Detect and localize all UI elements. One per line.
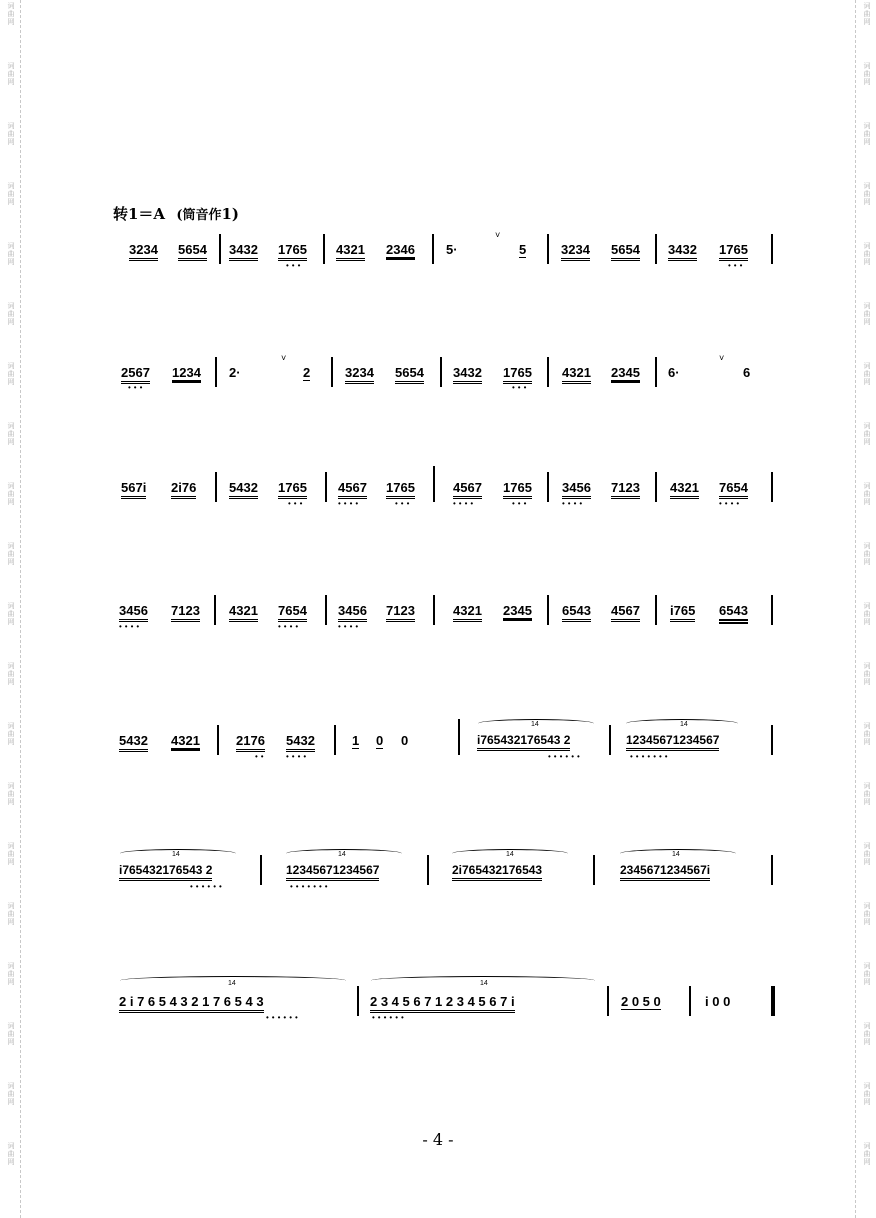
watermark-glyph: 曲: [863, 190, 871, 198]
watermark-glyph: 词: [7, 242, 15, 250]
barline: [655, 472, 657, 502]
watermark-glyph: 词: [863, 662, 871, 670]
watermark-glyph: 网: [7, 498, 15, 506]
watermark-glyph: 曲: [7, 730, 15, 738]
watermark-glyph: 网: [863, 138, 871, 146]
watermark-glyph: 词: [863, 962, 871, 970]
barline: [547, 595, 549, 625]
note-group: 1765: [503, 480, 532, 499]
watermark-block: [858, 422, 876, 446]
watermark-glyph: 词: [863, 1082, 871, 1090]
watermark-glyph: 网: [863, 678, 871, 686]
watermark-glyph: 网: [7, 1038, 15, 1046]
watermark-block: [858, 962, 876, 986]
watermark-glyph: 词: [863, 242, 871, 250]
watermark-glyph: 词: [863, 482, 871, 490]
watermark-glyph: 词: [7, 422, 15, 430]
watermark-glyph: 曲: [7, 310, 15, 318]
octave-dots: ••••: [562, 499, 586, 508]
watermark-block: [858, 1082, 876, 1106]
watermark-glyph: 词: [863, 362, 871, 370]
staff-row-2: [0, 353, 876, 425]
slur-label: 14: [338, 851, 346, 858]
octave-dots: •••••••: [290, 882, 331, 891]
note-group: 4321: [562, 365, 591, 384]
watermark-glyph: 曲: [863, 610, 871, 618]
watermark-glyph: 曲: [7, 490, 15, 498]
barline: [607, 986, 609, 1016]
watermark-block: [858, 182, 876, 206]
watermark-glyph: 词: [863, 1142, 871, 1150]
note-group: 6·: [668, 365, 680, 380]
barline: [771, 855, 773, 885]
watermark-glyph: 网: [863, 1158, 871, 1166]
watermark-glyph: 网: [863, 198, 871, 206]
note-group: 5432: [119, 733, 148, 752]
note-group: 1765: [503, 365, 532, 384]
note-group: i 0 0: [705, 994, 731, 1009]
barline: [689, 986, 691, 1016]
watermark-glyph: 词: [863, 842, 871, 850]
watermark-glyph: 网: [7, 438, 15, 446]
barline: [215, 472, 217, 502]
watermark-glyph: 曲: [863, 490, 871, 498]
watermark-glyph: 曲: [863, 790, 871, 798]
watermark-glyph: 曲: [7, 1090, 15, 1098]
watermark-block: [858, 662, 876, 686]
watermark-glyph: 词: [7, 782, 15, 790]
watermark-glyph: 曲: [7, 130, 15, 138]
key-note-end: 1): [221, 205, 240, 223]
note-group: 4567: [611, 603, 640, 622]
watermark-block: [2, 422, 20, 446]
staff-row-7: [0, 980, 876, 1054]
slur-label: 14: [531, 721, 539, 728]
octave-dots: ••••: [453, 499, 477, 508]
note-group: 7123: [171, 603, 200, 622]
key-signature: [113, 203, 239, 224]
watermark-glyph: 曲: [863, 250, 871, 258]
watermark-block: [858, 122, 876, 146]
barline: [432, 234, 434, 264]
barline: [217, 725, 219, 755]
barline: [433, 466, 435, 502]
watermark-glyph: 曲: [863, 430, 871, 438]
watermark-glyph: 词: [7, 62, 15, 70]
watermark-block: [2, 542, 20, 566]
watermark-glyph: 词: [863, 422, 871, 430]
watermark-glyph: 网: [863, 1038, 871, 1046]
note-group: 7654: [719, 480, 748, 499]
watermark-glyph: 词: [7, 122, 15, 130]
watermark-glyph: 网: [863, 438, 871, 446]
watermark-glyph: 网: [7, 1158, 15, 1166]
watermark-glyph: 网: [7, 258, 15, 266]
note-group: 5·: [446, 242, 458, 257]
watermark-glyph: 网: [7, 138, 15, 146]
octave-dots: •••: [128, 383, 146, 392]
note-group: 2 i 7 6 5 4 3 2 1 7 6 5 4 3: [119, 994, 264, 1013]
watermark-glyph: 曲: [7, 550, 15, 558]
note-group: 12345671234567: [626, 733, 719, 751]
slur-label: 14: [228, 980, 236, 987]
watermark-glyph: 词: [7, 602, 15, 610]
watermark-glyph: 词: [863, 2, 871, 10]
note-group: 7123: [386, 603, 415, 622]
octave-dots: ••••••: [266, 1013, 301, 1022]
barline: [440, 357, 442, 387]
octave-dots: •••: [728, 261, 746, 270]
note-group: 3234: [561, 242, 590, 261]
note-group: i765432176543 2: [477, 733, 570, 751]
note-group: 2345: [611, 365, 640, 383]
note-group: 3432: [453, 365, 482, 384]
watermark-block: [2, 122, 20, 146]
watermark-glyph: 网: [7, 1098, 15, 1106]
watermark-glyph: 词: [7, 362, 15, 370]
breath-mark: ˅: [281, 353, 287, 363]
note-group: 5: [519, 242, 527, 257]
note-group: 5654: [178, 242, 207, 261]
watermark-glyph: 词: [863, 602, 871, 610]
slur-label: 14: [672, 851, 680, 858]
watermark-glyph: 曲: [7, 670, 15, 678]
watermark-glyph: 曲: [863, 850, 871, 858]
watermark-glyph: 网: [863, 858, 871, 866]
watermark-glyph: 词: [863, 542, 871, 550]
watermark-glyph: 词: [863, 722, 871, 730]
octave-dots: •••: [512, 383, 530, 392]
watermark-glyph: 网: [863, 558, 871, 566]
note-group: 6543: [719, 603, 748, 624]
watermark-glyph: 词: [7, 482, 15, 490]
note-group: 4567: [338, 480, 367, 499]
watermark-glyph: 曲: [863, 310, 871, 318]
watermark-glyph: 曲: [863, 550, 871, 558]
note-group: 4321: [229, 603, 258, 622]
octave-dots: •••: [286, 261, 304, 270]
note-group: 2345: [503, 603, 532, 621]
barline: [427, 855, 429, 885]
watermark-block: [2, 302, 20, 326]
slur-label: 14: [506, 851, 514, 858]
octave-dots: ••••••: [190, 882, 225, 891]
barline: [214, 595, 216, 625]
watermark-glyph: 网: [7, 678, 15, 686]
slur-label: 14: [680, 721, 688, 728]
watermark-glyph: 曲: [863, 10, 871, 18]
barline: [215, 357, 217, 387]
note-group: 3234: [345, 365, 374, 384]
note-group: 1765: [278, 242, 307, 261]
watermark-glyph: 曲: [7, 190, 15, 198]
octave-dots: ••••: [338, 622, 362, 631]
note-group: i765: [670, 603, 695, 622]
watermark-glyph: 词: [7, 1142, 15, 1150]
watermark-glyph: 词: [7, 1022, 15, 1030]
note-group: 2·: [229, 365, 241, 380]
octave-dots: •••: [395, 499, 413, 508]
note-group: 7654: [278, 603, 307, 622]
watermark-glyph: 网: [863, 918, 871, 926]
watermark-glyph: 曲: [863, 910, 871, 918]
note-group: 12345671234567: [286, 863, 379, 881]
barline: [323, 234, 325, 264]
barline: [458, 719, 460, 755]
barline: [593, 855, 595, 885]
breath-mark: ˅: [495, 230, 501, 240]
watermark-block: [2, 662, 20, 686]
note-group: 1765: [719, 242, 748, 261]
note-group: 2346: [386, 242, 415, 260]
watermark-glyph: 网: [7, 858, 15, 866]
watermark-glyph: 网: [863, 798, 871, 806]
watermark-glyph: 曲: [863, 130, 871, 138]
watermark-block: [2, 182, 20, 206]
watermark-glyph: 网: [7, 318, 15, 326]
note-group: 5432: [286, 733, 315, 752]
note-group: 0: [376, 733, 384, 748]
watermark-glyph: 曲: [7, 850, 15, 858]
barline: [357, 986, 359, 1016]
watermark-glyph: 曲: [7, 70, 15, 78]
watermark-glyph: 网: [863, 978, 871, 986]
barline: [325, 595, 327, 625]
barline: [331, 357, 333, 387]
note-group: 4321: [171, 733, 200, 751]
note-group: 4567: [453, 480, 482, 499]
barline: [655, 357, 657, 387]
barline: [547, 472, 549, 502]
barline: [547, 357, 549, 387]
note-group: 3456: [119, 603, 148, 622]
watermark-glyph: 曲: [863, 970, 871, 978]
note-group: 0: [401, 733, 409, 748]
watermark-glyph: 曲: [863, 670, 871, 678]
octave-dots: ••••: [278, 622, 302, 631]
note-group: 2345671234567i: [620, 863, 710, 881]
watermark-glyph: 曲: [7, 250, 15, 258]
note-group: 6543: [562, 603, 591, 622]
staff-row-6: [0, 851, 876, 923]
watermark-glyph: 曲: [7, 910, 15, 918]
watermark-glyph: 网: [863, 78, 871, 86]
note-group: 2176: [236, 733, 265, 752]
staff-row-5: [0, 721, 876, 793]
note-group: 3456: [338, 603, 367, 622]
watermark-glyph: 曲: [863, 730, 871, 738]
watermark-glyph: 曲: [7, 1150, 15, 1158]
note-group: 3456: [562, 480, 591, 499]
octave-dots: ••••: [338, 499, 362, 508]
watermark-glyph: 词: [7, 182, 15, 190]
watermark-glyph: 网: [7, 798, 15, 806]
watermark-glyph: 词: [7, 1082, 15, 1090]
note-group: 1765: [386, 480, 415, 499]
watermark-block: [2, 962, 20, 986]
watermark-glyph: 曲: [7, 610, 15, 618]
watermark-glyph: 曲: [7, 1030, 15, 1038]
staff-row-3: [0, 480, 876, 540]
watermark-glyph: 词: [7, 962, 15, 970]
watermark-glyph: 网: [7, 918, 15, 926]
watermark-glyph: 词: [7, 542, 15, 550]
watermark-glyph: 曲: [7, 790, 15, 798]
watermark-glyph: 网: [863, 258, 871, 266]
watermark-glyph: 网: [7, 378, 15, 386]
note-group: 567i: [121, 480, 146, 499]
watermark-block: [858, 302, 876, 326]
note-group: 3234: [129, 242, 158, 261]
page-number: - 4 -: [422, 1130, 454, 1149]
note-group: 1234: [172, 365, 201, 383]
watermark-glyph: 曲: [863, 1030, 871, 1038]
octave-dots: ••••: [286, 752, 310, 761]
note-group: 1: [352, 733, 360, 748]
watermark-glyph: 词: [7, 722, 15, 730]
barline: [334, 725, 336, 755]
watermark-glyph: 曲: [863, 1150, 871, 1158]
watermark-glyph: 词: [7, 2, 15, 10]
watermark-glyph: 网: [863, 378, 871, 386]
note-group: 4321: [336, 242, 365, 261]
watermark-block: [2, 2, 20, 26]
note-group: 2: [303, 365, 311, 380]
barline: [771, 725, 773, 755]
note-group: 7123: [611, 480, 640, 499]
octave-dots: ••••••: [372, 1013, 407, 1022]
barline: [771, 472, 773, 502]
watermark-glyph: 词: [863, 302, 871, 310]
watermark-glyph: 词: [863, 1022, 871, 1030]
note-group: 5654: [395, 365, 424, 384]
watermark-glyph: 曲: [863, 370, 871, 378]
watermark-glyph: 词: [863, 782, 871, 790]
watermark-glyph: 网: [7, 738, 15, 746]
watermark-glyph: 网: [7, 558, 15, 566]
watermark-glyph: 曲: [7, 10, 15, 18]
watermark-glyph: 网: [7, 78, 15, 86]
watermark-glyph: 网: [7, 978, 15, 986]
watermark-glyph: 词: [863, 902, 871, 910]
octave-dots: ••: [255, 752, 267, 761]
watermark-block: [858, 62, 876, 86]
barline: [219, 234, 221, 264]
barline: [260, 855, 262, 885]
watermark-glyph: 曲: [7, 370, 15, 378]
slur-label: 14: [172, 851, 180, 858]
octave-dots: •••: [288, 499, 306, 508]
watermark-glyph: 词: [7, 842, 15, 850]
note-group: 2 3 4 5 6 7 1 2 3 4 5 6 7 i: [370, 994, 515, 1013]
note-group: 1765: [278, 480, 307, 499]
watermark-glyph: 词: [863, 182, 871, 190]
barline: [655, 234, 657, 264]
watermark-glyph: 网: [863, 618, 871, 626]
note-group: 2i76: [171, 480, 196, 499]
watermark-glyph: 词: [863, 122, 871, 130]
watermark-glyph: 网: [863, 1098, 871, 1106]
octave-dots: •••••••: [630, 752, 671, 761]
watermark-glyph: 曲: [7, 430, 15, 438]
staff-row-4: [0, 603, 876, 663]
note-group: 3432: [668, 242, 697, 261]
breath-mark: ˅: [719, 353, 725, 363]
barline: [547, 234, 549, 264]
octave-dots: ••••: [719, 499, 743, 508]
note-group: i765432176543 2: [119, 863, 212, 881]
watermark-glyph: 网: [863, 318, 871, 326]
note-group: 2567: [121, 365, 150, 384]
watermark-glyph: 曲: [7, 970, 15, 978]
watermark-glyph: 网: [7, 18, 15, 26]
note-group: 2 0 5 0: [621, 994, 661, 1009]
barline: [433, 595, 435, 625]
watermark-glyph: 词: [7, 902, 15, 910]
watermark-glyph: 网: [863, 498, 871, 506]
note-group: 4321: [670, 480, 699, 499]
note-group: 5432: [229, 480, 258, 499]
watermark-glyph: 网: [7, 198, 15, 206]
watermark-glyph: 网: [863, 738, 871, 746]
watermark-block: [858, 542, 876, 566]
watermark-glyph: 词: [7, 662, 15, 670]
watermark-glyph: 曲: [863, 70, 871, 78]
watermark-glyph: 词: [7, 302, 15, 310]
note-group: 5654: [611, 242, 640, 261]
note-group: 4321: [453, 603, 482, 622]
octave-dots: •••: [512, 499, 530, 508]
key-prefix: 转1＝A: [113, 205, 166, 223]
watermark-glyph: 词: [863, 62, 871, 70]
barline: [771, 234, 773, 264]
barline: [771, 595, 773, 625]
octave-dots: ••••: [119, 622, 143, 631]
watermark-glyph: 网: [7, 618, 15, 626]
barline: [609, 725, 611, 755]
key-note: (筒音作: [176, 208, 222, 223]
barline: [325, 472, 327, 502]
watermark-block: [858, 2, 876, 26]
final-barline: [771, 986, 775, 1016]
slur-label: 14: [480, 980, 488, 987]
note-group: 2i765432176543: [452, 863, 542, 881]
barline: [655, 595, 657, 625]
staff-row-1: [0, 230, 876, 302]
octave-dots: ••••••: [548, 752, 583, 761]
watermark-glyph: 网: [863, 18, 871, 26]
watermark-block: [2, 1082, 20, 1106]
note-group: 3432: [229, 242, 258, 261]
watermark-block: [2, 62, 20, 86]
note-group: 6: [743, 365, 751, 380]
watermark-glyph: 曲: [863, 1090, 871, 1098]
